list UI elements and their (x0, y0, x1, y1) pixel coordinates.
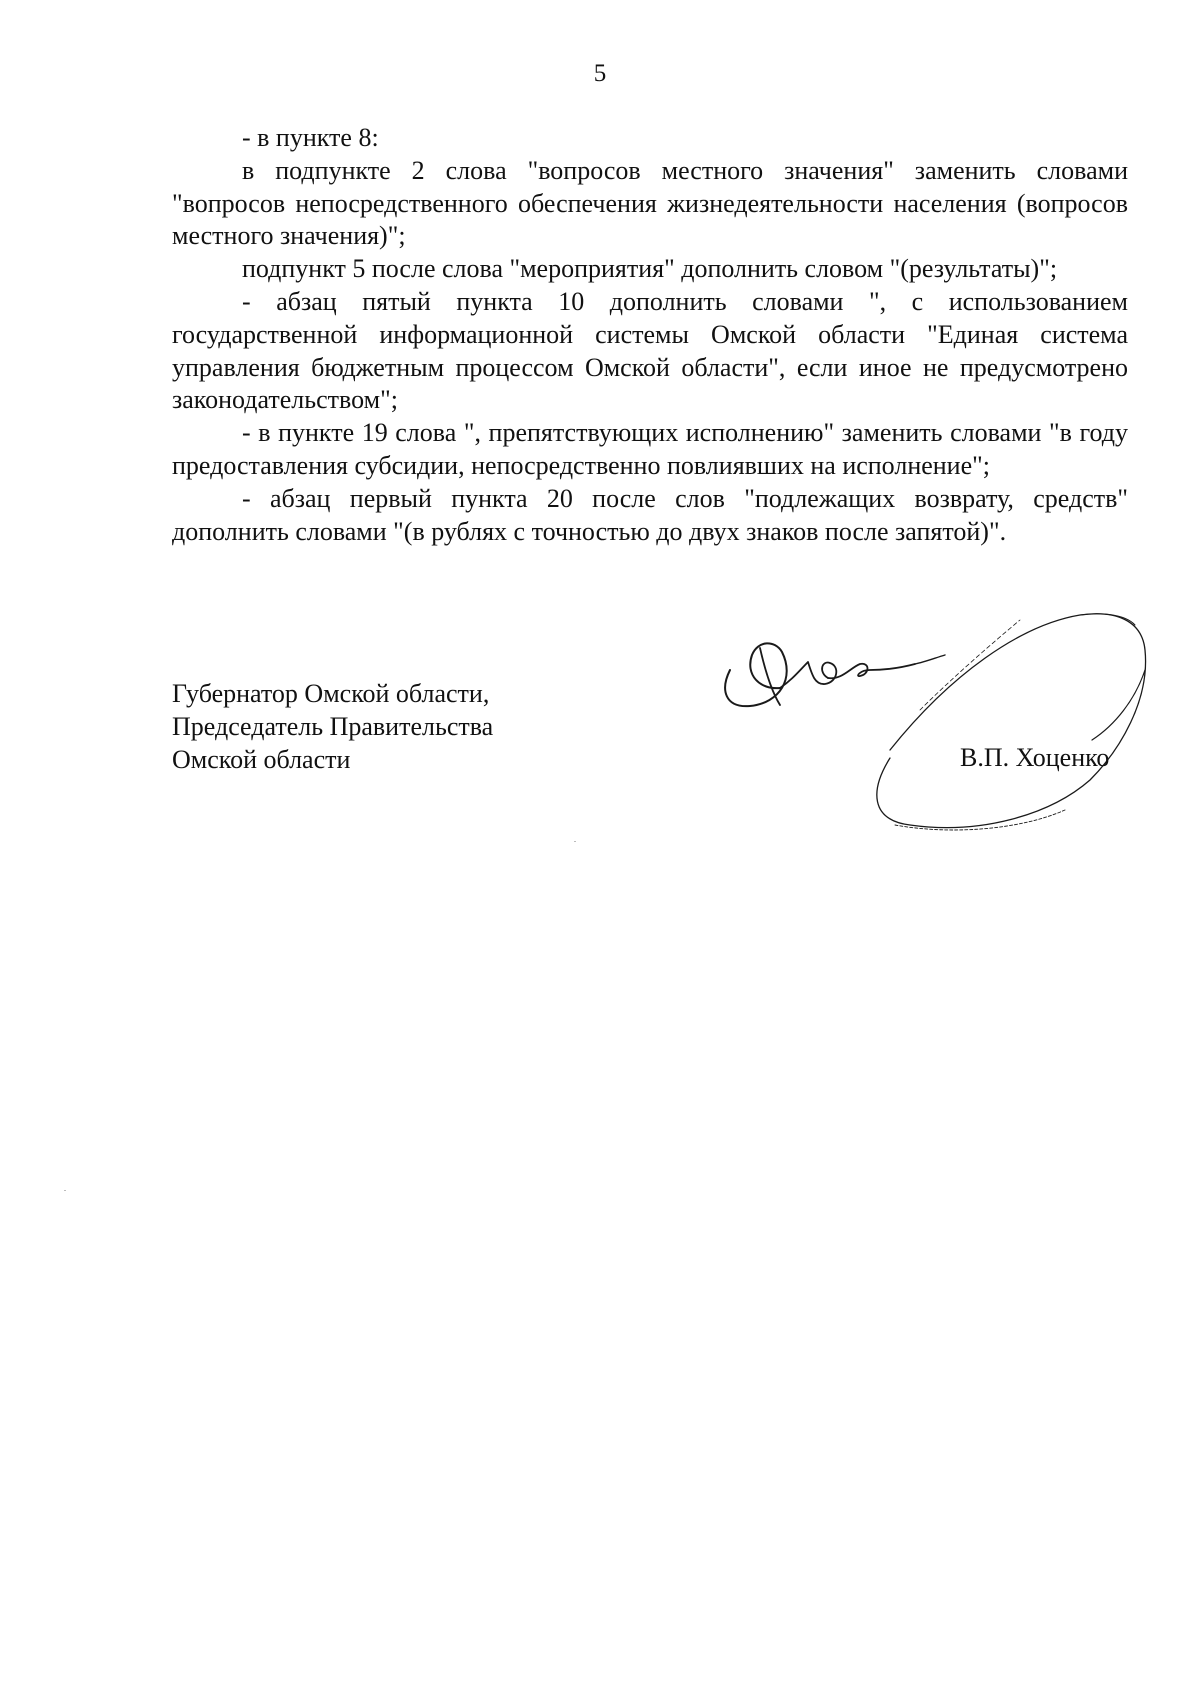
page-number: 5 (593, 60, 607, 87)
paragraph-6: - абзац первый пункта 20 после слов "подлежащих возврату, средств" дополнить словами "(в рублях с точностью до двух знаков после запятой)". (172, 483, 1128, 546)
scan-artifact (574, 841, 576, 842)
paragraph-1: - в пункте 8: (242, 123, 379, 152)
signatory-name: В.П. Хоценко (960, 743, 1110, 772)
signatory-title-line-1: Губернатор Омской области, (172, 679, 490, 708)
paragraph-5: - в пункте 19 слова ", препятствующих исполнению" заменить словами "в году предоставления субсидии, непосредственно повлиявших на исполнение"; (172, 418, 1128, 480)
paragraph-2: в подпункте 2 слова "вопросов местного значения" заменить словами "вопросов непосредственного обеспечения жизнедеятельности населения (вопросов местного значения)"; (172, 155, 1128, 251)
scan-artifact (64, 1190, 66, 1191)
document-body (172, 122, 1128, 548)
signatory-title-line-2: Председатель Правительства (172, 711, 494, 741)
paragraph-3: подпункт 5 после слова "мероприятия" дополнить словом "(результаты)"; (242, 254, 1058, 284)
signatory-title (172, 678, 672, 776)
signatory-title-line-3: Омской области (172, 744, 351, 774)
handwritten-signature (720, 600, 1160, 840)
paragraph-4: - абзац пятый пункта 10 дополнить словами ", с использованием государственной информационной системы Омской области "Единая система управления бюджетным процессом Омской области", если иное не предусмотрено законодательством"; (172, 286, 1128, 415)
